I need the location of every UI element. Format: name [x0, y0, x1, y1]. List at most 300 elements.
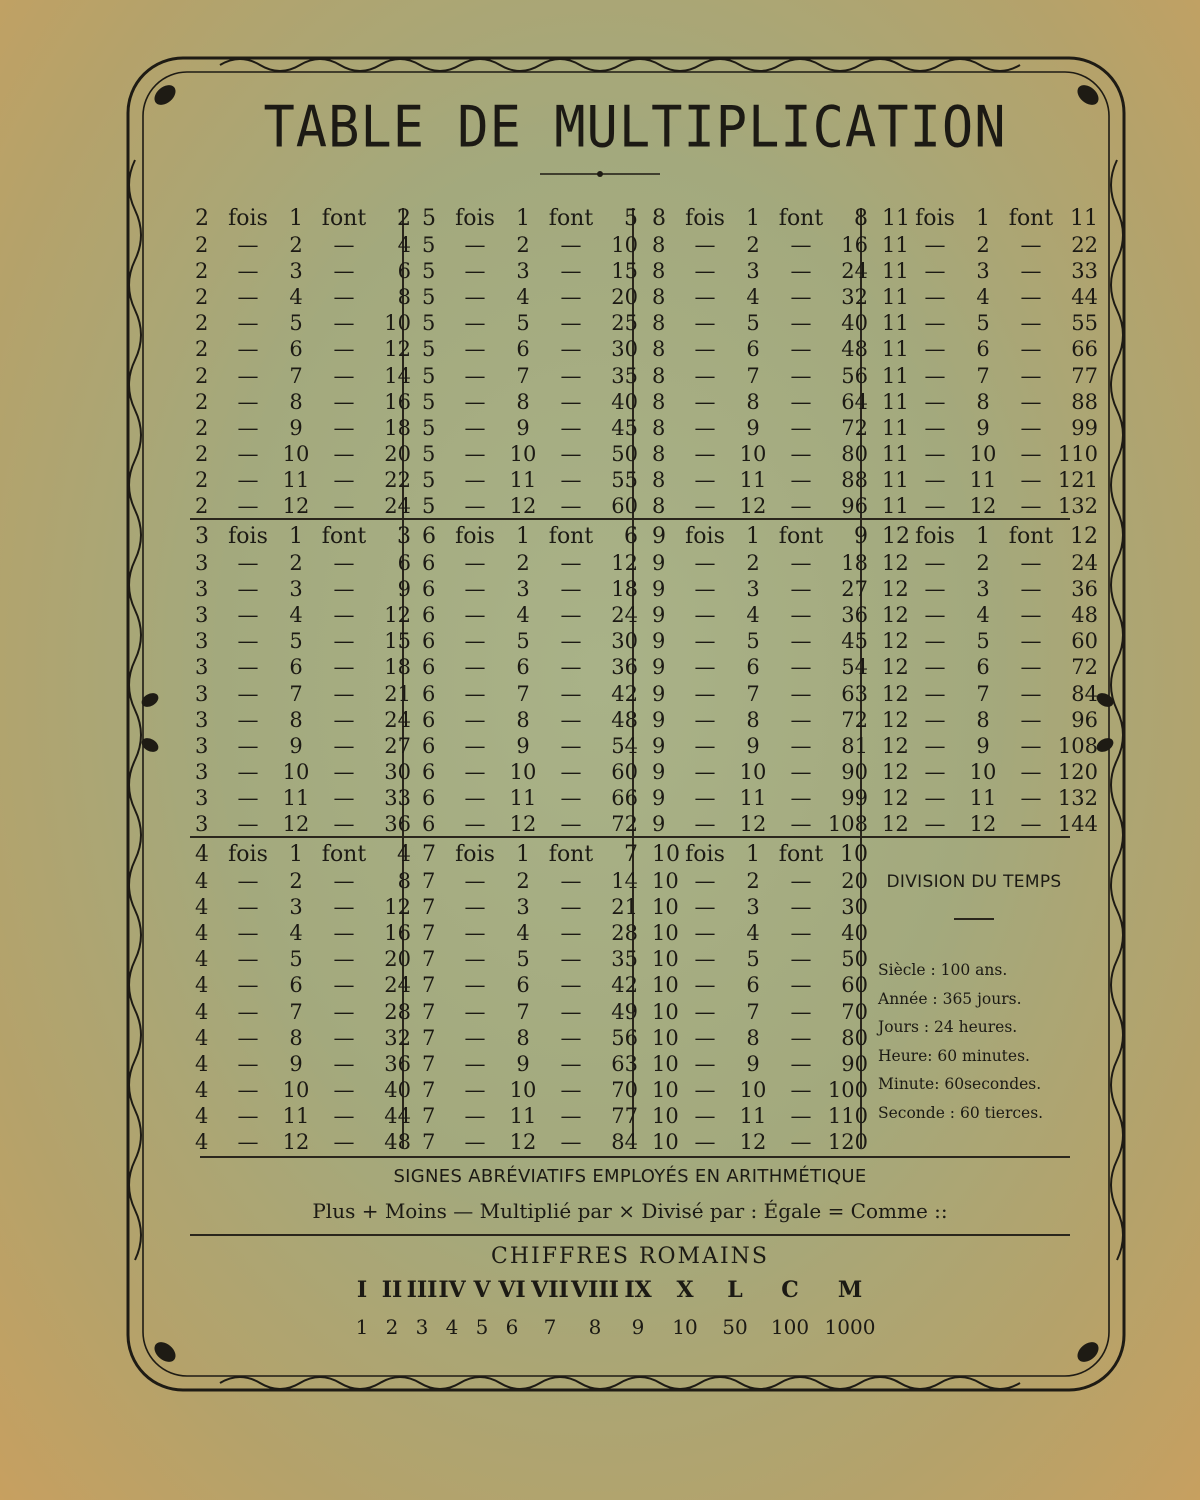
table-cell: 2 — [195, 441, 209, 466]
table-cell: — — [237, 921, 259, 946]
table-row — [882, 759, 1122, 785]
table-cell: 12 — [969, 494, 997, 519]
table-cell: 5 — [976, 311, 990, 336]
table-cell: 8 — [652, 415, 666, 440]
table-cell: 10 — [282, 759, 310, 784]
table-cell: — — [333, 921, 355, 946]
table-cell: — — [464, 655, 486, 680]
table-cell: 2 — [195, 363, 209, 388]
table-cell: 7 — [746, 363, 760, 388]
table-cell: — — [560, 337, 582, 362]
table-row — [195, 999, 435, 1025]
table-cell: 40 — [841, 311, 868, 336]
table-cell: 9 — [652, 629, 666, 654]
table-cell: 6 — [289, 973, 303, 998]
table-cell: 3 — [195, 707, 209, 732]
table-cell: 70 — [841, 999, 868, 1024]
table-cell: — — [924, 577, 946, 602]
table-cell: — — [924, 681, 946, 706]
arabic-digit: 7 — [543, 1315, 557, 1339]
arabic-digit: 6 — [505, 1315, 519, 1339]
table-row — [652, 628, 892, 654]
table-cell: 27 — [841, 577, 868, 602]
table-cell: 6 — [516, 973, 530, 998]
table-cell: — — [237, 415, 259, 440]
table-cell: 9 — [746, 1051, 760, 1076]
table-row — [195, 681, 435, 707]
table-cell: 110 — [1057, 441, 1098, 466]
table-cell: — — [237, 467, 259, 492]
table-cell: 9 — [652, 551, 666, 576]
table-cell: 40 — [841, 921, 868, 946]
table-cell: 88 — [1071, 389, 1098, 414]
table-cell: — — [1020, 603, 1042, 628]
table-cell: 24 — [1071, 551, 1098, 576]
table-cell: — — [694, 233, 716, 258]
table-cell: 108 — [1057, 733, 1098, 758]
table-cell: — — [333, 707, 355, 732]
heading-cell: fois — [228, 206, 268, 231]
table-cell: 30 — [841, 895, 868, 920]
table-cell: — — [790, 363, 812, 388]
table-cell: 3 — [516, 577, 530, 602]
heading-cell: font — [548, 842, 594, 867]
table-row — [652, 415, 892, 441]
table-cell: — — [924, 551, 946, 576]
heading-cell: 3 — [397, 524, 411, 549]
table-row — [195, 1129, 435, 1155]
heading-cell: 1 — [746, 524, 760, 549]
table-cell: 42 — [611, 973, 638, 998]
table-row — [195, 415, 435, 441]
table-cell: — — [464, 285, 486, 310]
table-cell: — — [924, 259, 946, 284]
table-cell: 6 — [746, 655, 760, 680]
table-cell: — — [790, 629, 812, 654]
table-row — [195, 868, 435, 894]
table-cell: — — [694, 973, 716, 998]
heading-cell: font — [548, 524, 594, 549]
table-cell: 3 — [516, 895, 530, 920]
table-row — [195, 232, 435, 258]
table-cell: 20 — [841, 869, 868, 894]
table-cell: — — [790, 1077, 812, 1102]
table-cell: — — [560, 812, 582, 837]
table-cell: 28 — [384, 999, 411, 1024]
table-cell: 2 — [195, 311, 209, 336]
table-cell: — — [694, 1051, 716, 1076]
table-cell: 36 — [841, 603, 868, 628]
table-cell: 3 — [195, 577, 209, 602]
table-12 — [882, 524, 1122, 837]
table-cell: 4 — [516, 285, 530, 310]
table-row — [652, 389, 892, 415]
table-cell: — — [1020, 494, 1042, 519]
heading-cell: 1 — [976, 524, 990, 549]
table-cell: 9 — [652, 785, 666, 810]
table-row — [422, 920, 662, 946]
table-cell: 10 — [652, 973, 679, 998]
table-cell: — — [694, 441, 716, 466]
table-cell: 5 — [422, 494, 436, 519]
table-cell: — — [464, 869, 486, 894]
table-cell: 32 — [841, 285, 868, 310]
table-cell: — — [560, 259, 582, 284]
table-cell: — — [790, 947, 812, 972]
table-cell: 4 — [195, 1025, 209, 1050]
table-cell: — — [924, 707, 946, 732]
table-cell: — — [694, 707, 716, 732]
table-cell: — — [464, 759, 486, 784]
table-cell: 4 — [195, 895, 209, 920]
table-cell: — — [790, 1025, 812, 1050]
heading-cell: 11 — [1070, 206, 1098, 231]
table-11 — [882, 206, 1122, 519]
table-cell: 33 — [384, 785, 411, 810]
table-cell: 3 — [195, 759, 209, 784]
table-cell: — — [560, 655, 582, 680]
table-cell: 7 — [422, 1130, 436, 1155]
table-cell: 10 — [652, 869, 679, 894]
table-row — [195, 550, 435, 576]
heading-cell: font — [548, 206, 594, 231]
table-cell: — — [694, 494, 716, 519]
table-cell: — — [464, 603, 486, 628]
table-row — [882, 310, 1122, 336]
arabic-digit: 1 — [355, 1315, 369, 1339]
table-row — [882, 336, 1122, 362]
time-unit-row: Minute: 60secondes. — [878, 1075, 1042, 1093]
table-cell: — — [464, 415, 486, 440]
table-cell: — — [1020, 812, 1042, 837]
table-cell: 6 — [422, 629, 436, 654]
table-cell: — — [1020, 389, 1042, 414]
table-cell: — — [1020, 337, 1042, 362]
table-row — [882, 493, 1122, 519]
table-cell: 10 — [739, 1077, 767, 1102]
table-cell: 7 — [746, 999, 760, 1024]
time-unit-row: Seconde : 60 tierces. — [878, 1103, 1044, 1122]
table-cell: — — [1020, 551, 1042, 576]
table-cell: — — [464, 1130, 486, 1155]
heading-cell: 6 — [624, 524, 638, 549]
table-cell: 11 — [509, 467, 537, 492]
table-cell: 5 — [422, 389, 436, 414]
table-cell: 18 — [384, 655, 411, 680]
roman-numeral: VI — [498, 1277, 526, 1303]
table-cell: 7 — [422, 973, 436, 998]
heading-cell: 1 — [516, 524, 530, 549]
table-cell: — — [237, 603, 259, 628]
table-row — [422, 284, 662, 310]
table-cell: 9 — [516, 1051, 530, 1076]
table-cell: — — [694, 603, 716, 628]
table-cell: 4 — [746, 285, 760, 310]
table-cell: 35 — [611, 947, 638, 972]
table-row — [195, 336, 435, 362]
table-cell: 2 — [195, 467, 209, 492]
table-cell: 132 — [1057, 494, 1098, 519]
table-cell: — — [237, 233, 259, 258]
table-cell: 3 — [516, 259, 530, 284]
table-cell: — — [924, 603, 946, 628]
table-cell: 56 — [611, 1025, 638, 1050]
table-cell: — — [333, 733, 355, 758]
table-cell: 84 — [1071, 681, 1098, 706]
arabic-digit: 8 — [588, 1315, 602, 1339]
table-cell: 3 — [976, 259, 990, 284]
table-cell: — — [694, 999, 716, 1024]
page-title: TABLE DE MULTIPLICATION — [263, 95, 1007, 161]
table-cell: 5 — [746, 311, 760, 336]
table-row — [195, 310, 435, 336]
table-cell: 10 — [652, 1103, 679, 1128]
table-cell: — — [694, 1103, 716, 1128]
table-row — [882, 258, 1122, 284]
table-row — [882, 389, 1122, 415]
table-row — [195, 389, 435, 415]
table-cell: — — [790, 551, 812, 576]
table-cell: 11 — [882, 415, 909, 440]
heading-cell: fois — [685, 524, 725, 549]
table-cell: — — [237, 337, 259, 362]
table-cell: — — [333, 285, 355, 310]
table-cell: — — [237, 1025, 259, 1050]
table-cell: 4 — [397, 233, 411, 258]
table-cell: — — [464, 973, 486, 998]
table-cell: 12 — [882, 785, 909, 810]
table-cell: — — [464, 311, 486, 336]
table-cell: — — [560, 603, 582, 628]
table-row — [195, 1025, 435, 1051]
table-row — [882, 785, 1122, 811]
table-cell: — — [333, 1077, 355, 1102]
table-cell: 30 — [611, 629, 638, 654]
table-row — [882, 707, 1122, 733]
table-cell: 5 — [422, 441, 436, 466]
heading-cell: fois — [455, 524, 495, 549]
table-cell: 63 — [611, 1051, 638, 1076]
table-cell: 9 — [289, 733, 303, 758]
table-cell: 4 — [976, 285, 990, 310]
table-cell: 11 — [882, 233, 909, 258]
table-cell: 11 — [882, 494, 909, 519]
table-row — [882, 681, 1122, 707]
table-cell: 45 — [611, 415, 638, 440]
table-cell: — — [924, 363, 946, 388]
heading-cell: 4 — [195, 842, 209, 867]
table-cell: 9 — [746, 415, 760, 440]
table-cell: 3 — [195, 655, 209, 680]
arabic-digit: 4 — [445, 1315, 459, 1339]
table-cell: 48 — [841, 337, 868, 362]
table-cell: — — [1020, 733, 1042, 758]
table-cell: 20 — [611, 285, 638, 310]
table-cell: — — [924, 337, 946, 362]
table-cell: — — [237, 869, 259, 894]
table-cell: 55 — [1071, 311, 1098, 336]
table-cell: 64 — [841, 389, 868, 414]
table-cell: 30 — [611, 337, 638, 362]
heading-cell: fois — [228, 842, 268, 867]
table-row — [882, 654, 1122, 680]
table-cell: — — [333, 785, 355, 810]
table-cell: 12 — [384, 337, 411, 362]
table-cell: 20 — [384, 441, 411, 466]
table-cell: 3 — [746, 895, 760, 920]
table-heading — [652, 524, 892, 550]
table-cell: — — [694, 947, 716, 972]
table-cell: 108 — [827, 812, 868, 837]
table-cell: — — [333, 415, 355, 440]
table-cell: 6 — [289, 655, 303, 680]
table-row — [422, 811, 662, 837]
table-cell: — — [237, 363, 259, 388]
table-cell: 12 — [882, 707, 909, 732]
table-cell: — — [694, 1077, 716, 1102]
table-cell: 5 — [289, 629, 303, 654]
table-cell: — — [790, 415, 812, 440]
table-cell: 120 — [827, 1130, 868, 1155]
table-cell: — — [790, 467, 812, 492]
heading-cell: 12 — [882, 524, 910, 549]
table-cell: 18 — [611, 577, 638, 602]
table-cell: 7 — [289, 363, 303, 388]
table-cell: — — [790, 973, 812, 998]
table-cell: — — [560, 415, 582, 440]
table-cell: 6 — [422, 733, 436, 758]
table-cell: — — [464, 467, 486, 492]
table-cell: — — [560, 1103, 582, 1128]
table-cell: 121 — [1057, 467, 1098, 492]
heading-cell: 12 — [1070, 524, 1098, 549]
table-cell: 55 — [611, 467, 638, 492]
table-cell: 9 — [516, 733, 530, 758]
table-cell: 32 — [384, 1025, 411, 1050]
table-cell: 2 — [289, 233, 303, 258]
table-cell: — — [560, 895, 582, 920]
table-cell: — — [560, 1025, 582, 1050]
table-cell: 7 — [422, 999, 436, 1024]
table-cell: 10 — [652, 921, 679, 946]
table-row — [652, 1077, 892, 1103]
table-cell: 5 — [422, 363, 436, 388]
table-cell: 2 — [976, 551, 990, 576]
table-cell: 72 — [1071, 655, 1098, 680]
table-cell: 11 — [509, 1103, 537, 1128]
table-cell: 5 — [422, 467, 436, 492]
arabic-digit: 100 — [770, 1315, 810, 1339]
heading-cell: 4 — [397, 842, 411, 867]
table-cell: 3 — [289, 259, 303, 284]
table-cell: 8 — [652, 311, 666, 336]
table-cell: — — [464, 812, 486, 837]
table-row — [195, 785, 435, 811]
table-cell: 9 — [516, 415, 530, 440]
table-cell: — — [694, 785, 716, 810]
table-cell: 9 — [289, 415, 303, 440]
table-cell: — — [924, 233, 946, 258]
table-cell: — — [694, 895, 716, 920]
table-cell: 7 — [976, 363, 990, 388]
table-cell: 54 — [841, 655, 868, 680]
table-cell: — — [237, 285, 259, 310]
table-cell: 7 — [516, 999, 530, 1024]
table-row — [422, 576, 662, 602]
table-cell: 40 — [611, 389, 638, 414]
table-cell: — — [333, 551, 355, 576]
roman-numerals-row — [190, 1277, 1070, 1313]
table-cell: 4 — [289, 921, 303, 946]
table-cell: — — [237, 895, 259, 920]
roman-numeral: I — [356, 1277, 368, 1303]
table-cell: 4 — [195, 1077, 209, 1102]
table-cell: — — [560, 1051, 582, 1076]
table-cell: 10 — [739, 441, 767, 466]
table-cell: 14 — [611, 869, 638, 894]
table-cell: 99 — [1071, 415, 1098, 440]
table-cell: — — [924, 415, 946, 440]
table-cell: 11 — [882, 441, 909, 466]
table-row — [882, 284, 1122, 310]
table-cell: — — [560, 629, 582, 654]
table-cell: 5 — [289, 311, 303, 336]
table-cell: 2 — [516, 233, 530, 258]
table-cell: — — [333, 337, 355, 362]
table-row — [422, 785, 662, 811]
table-row — [422, 336, 662, 362]
table-5 — [422, 206, 662, 519]
table-cell: — — [237, 812, 259, 837]
table-cell: 18 — [841, 551, 868, 576]
table-cell: 7 — [422, 1051, 436, 1076]
table-cell: 6 — [289, 337, 303, 362]
table-cell: 3 — [195, 785, 209, 810]
table-row — [422, 550, 662, 576]
table-cell: — — [694, 259, 716, 284]
table-cell: 9 — [652, 812, 666, 837]
table-cell: 21 — [384, 681, 411, 706]
table-row — [422, 1025, 662, 1051]
table-cell: 4 — [746, 603, 760, 628]
table-row — [422, 232, 662, 258]
signes-abreviatifs — [190, 1166, 1070, 1223]
roman-numeral: X — [676, 1277, 694, 1303]
table-cell: 8 — [652, 259, 666, 284]
table-cell: 11 — [739, 467, 767, 492]
table-cell: — — [790, 1051, 812, 1076]
table-cell: — — [333, 655, 355, 680]
table-cell: — — [237, 973, 259, 998]
table-cell: — — [464, 681, 486, 706]
table-cell: 8 — [652, 233, 666, 258]
table-cell: — — [790, 869, 812, 894]
table-cell: — — [237, 655, 259, 680]
table-cell: 4 — [195, 869, 209, 894]
table-cell: 110 — [827, 1103, 868, 1128]
table-cell: 5 — [746, 629, 760, 654]
table-cell: 11 — [882, 389, 909, 414]
heading-cell: 10 — [840, 842, 868, 867]
table-row — [652, 759, 892, 785]
table-cell: — — [464, 733, 486, 758]
table-row — [652, 602, 892, 628]
table-cell: 10 — [509, 1077, 537, 1102]
table-cell: 9 — [652, 681, 666, 706]
table-cell: 8 — [652, 389, 666, 414]
heading-cell: 1 — [289, 524, 303, 549]
table-cell: — — [560, 759, 582, 784]
